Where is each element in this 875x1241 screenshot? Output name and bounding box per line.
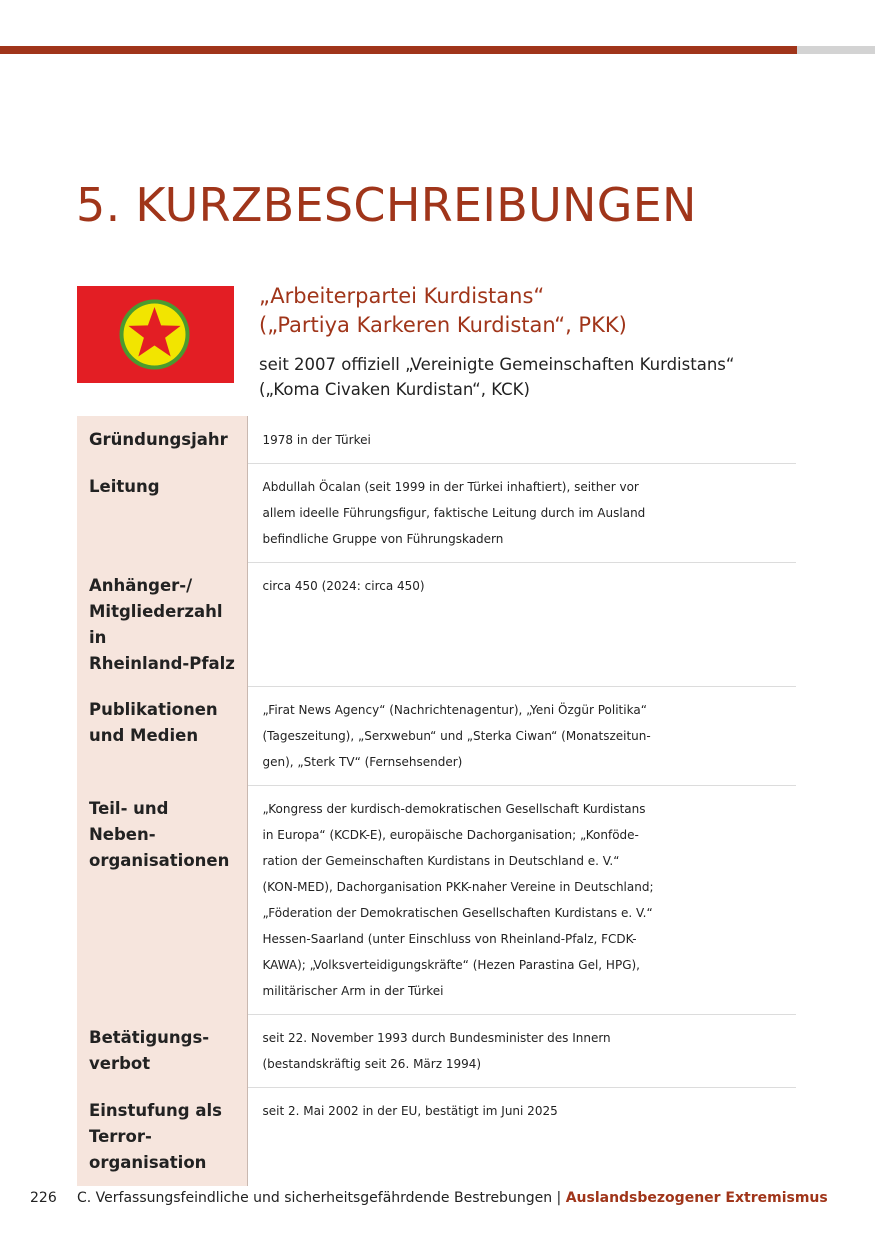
table-row-value-line: befindliche Gruppe von Führungskadern: [262, 532, 504, 546]
table-row-key-line: Rheinland-Pfalz: [89, 653, 235, 673]
table-row-key: [77, 1088, 247, 1186]
table-row-value-line: 1978 in der Türkei: [262, 433, 371, 447]
table-row-value: [247, 416, 796, 464]
table-row: [77, 416, 796, 464]
table-row-key-line: Betätigungs-: [89, 1027, 210, 1047]
table-row-key: [77, 1015, 247, 1088]
table-row-key-line: organisation: [89, 1152, 207, 1172]
table-row-key-line: Leitung: [89, 476, 160, 496]
top-accent-bar: [0, 46, 797, 54]
table-row-key: [77, 464, 247, 563]
top-grey-bar: [797, 46, 875, 54]
organization-name: [259, 282, 799, 340]
table-row-key: [77, 563, 247, 687]
table-row-value-line: circa 450 (2024: circa 450): [262, 579, 425, 593]
organization-subtitle-line: seit 2007 offiziell „Vereinigte Gemeinschaften Kurdistans“: [259, 355, 735, 374]
footer-section: Auslandsbezogener Extremismus: [565, 1190, 828, 1206]
table-row: [77, 1088, 796, 1186]
pkk-flag-image: [77, 286, 234, 383]
table-row-key: [77, 687, 247, 786]
table-row-value-line: in Europa“ (KCDK-E), europäische Dachorganisation; „Konföde-: [262, 828, 639, 842]
table-row-key: [77, 786, 247, 1015]
page-number: 226: [30, 1190, 57, 1206]
organization-name-line: „Arbeiterpartei Kurdistans“: [259, 284, 545, 308]
table-row-value-line: (KON-MED), Dachorganisation PKK-naher Vereine in Deutschland;: [262, 880, 654, 894]
table-row: [77, 464, 796, 563]
table-row-value: [247, 687, 796, 786]
table-row-key-line: verbot: [89, 1053, 151, 1073]
table-row-value: [247, 563, 796, 687]
table-row-key-line: Publikationen: [89, 699, 218, 719]
table-row: [77, 563, 796, 687]
info-table: [77, 416, 796, 1186]
organization-subtitle: [259, 352, 799, 402]
table-row-value-line: „Firat News Agency“ (Nachrichtenagentur), „Yeni Özgür Politika“: [262, 703, 647, 717]
table-row-value-line: „Föderation der Demokratischen Gesellschaften Kurdistans e. V.“: [262, 906, 653, 920]
table-row-key: [77, 416, 247, 464]
table-row-key-line: Teil- und Neben-: [89, 798, 169, 844]
footer-chapter: C. Verfassungsfeindliche und sicherheitsgefährdende Bestrebungen |: [77, 1190, 566, 1206]
table-row-value-line: seit 22. November 1993 durch Bundesminister des Innern: [262, 1031, 611, 1045]
page-heading: 5. KURZBESCHREIBUNGEN: [76, 178, 697, 232]
table-row-value: [247, 1015, 796, 1088]
table-row-key-line: organisationen: [89, 850, 230, 870]
table-row-value: [247, 786, 796, 1015]
table-row-key-line: Mitgliederzahl in: [89, 601, 223, 647]
table-row: [77, 687, 796, 786]
table-row-value: [247, 1088, 796, 1186]
table-row-value-line: KAWA); „Volksverteidigungskräfte“ (Hezen Parastina Gel, HPG),: [262, 958, 640, 972]
table-row-key-line: Gründungsjahr: [89, 430, 228, 449]
table-row-key-line: Terror-: [89, 1126, 152, 1146]
table-row-value-line: militärischer Arm in der Türkei: [262, 984, 444, 998]
table-row: [77, 1015, 796, 1088]
table-row-value-line: „Kongress der kurdisch-demokratischen Gesellschaft Kurdistans: [262, 802, 646, 816]
table-row-value-line: ration der Gemeinschaften Kurdistans in Deutschland e. V.“: [262, 854, 620, 868]
table-row-value-line: (bestandskräftig seit 26. März 1994): [262, 1057, 482, 1071]
table-row-key-line: Einstufung als: [89, 1100, 222, 1120]
organization-name-line: („Partiya Karkeren Kurdistan“, PKK): [259, 313, 627, 337]
table-row-value-line: Hessen-Saarland (unter Einschluss von Rheinland-Pfalz, FCDK-: [262, 932, 637, 946]
table-row-value-line: Abdullah Öcalan (seit 1999 in der Türkei inhaftiert), seither vor: [262, 480, 639, 494]
organization-subtitle-line: („Koma Civaken Kurdistan“, KCK): [259, 380, 530, 399]
flag-emblem: [77, 286, 234, 383]
table-row-value-line: allem ideelle Führungsfigur, faktische Leitung durch im Ausland: [262, 506, 646, 520]
table-row-key-line: und Medien: [89, 725, 199, 745]
table-row: [77, 786, 796, 1015]
table-row-key-line: Anhänger-/: [89, 575, 193, 595]
table-row-value: [247, 464, 796, 563]
page-footer: [30, 1190, 828, 1206]
table-row-value-line: (Tageszeitung), „Serxwebun“ und „Sterka Ciwan“ (Monatszeitun-: [262, 729, 651, 743]
table-row-value-line: gen), „Sterk TV“ (Fernsehsender): [262, 755, 463, 769]
table-row-value-line: seit 2. Mai 2002 in der EU, bestätigt im Juni 2025: [262, 1104, 558, 1118]
